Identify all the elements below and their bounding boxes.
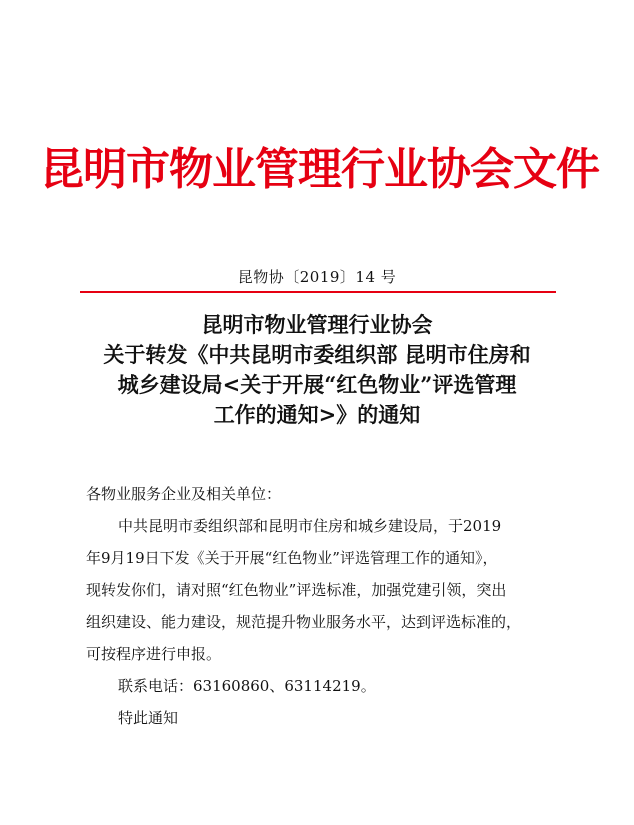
body-line-4: 组织建设、能力建设，规范提升物业服务水平，达到评选标准的， xyxy=(86,613,522,631)
body-line-3: 现转发你们，请对照“红色物业”评选标准，加强党建引领，突出 xyxy=(86,581,507,599)
masthead-title: 昆明市物业管理行业协会文件 xyxy=(40,144,599,195)
title-line-1: 昆明市物业管理行业协会 xyxy=(201,312,433,337)
salutation: 各物业服务企业及相关单位： xyxy=(86,485,282,503)
body-line-2: 年9月19日下发《关于开展“红色物业”评选管理工作的通知》， xyxy=(86,549,498,567)
red-divider-line xyxy=(80,291,556,293)
title-line-4: 工作的通知>》的通知 xyxy=(213,402,421,427)
closing: 特此通知 xyxy=(118,709,179,727)
notice-body xyxy=(86,478,566,734)
title-line-3: 城乡建设局<关于开展“红色物业”评选管理 xyxy=(117,372,517,397)
body-line-5: 可按程序进行申报。 xyxy=(86,645,222,663)
notice-title xyxy=(60,310,574,430)
contact-phone: 联系电话：63160860、63114219。 xyxy=(118,677,376,695)
title-line-2: 关于转发《中共昆明市委组织部 昆明市住房和 xyxy=(103,342,531,367)
document-number: 昆物协〔2019〕14 号 xyxy=(237,268,397,286)
body-line-1: 中共昆明市委组织部和昆明市住房和城乡建设局，于2019 xyxy=(118,517,502,535)
